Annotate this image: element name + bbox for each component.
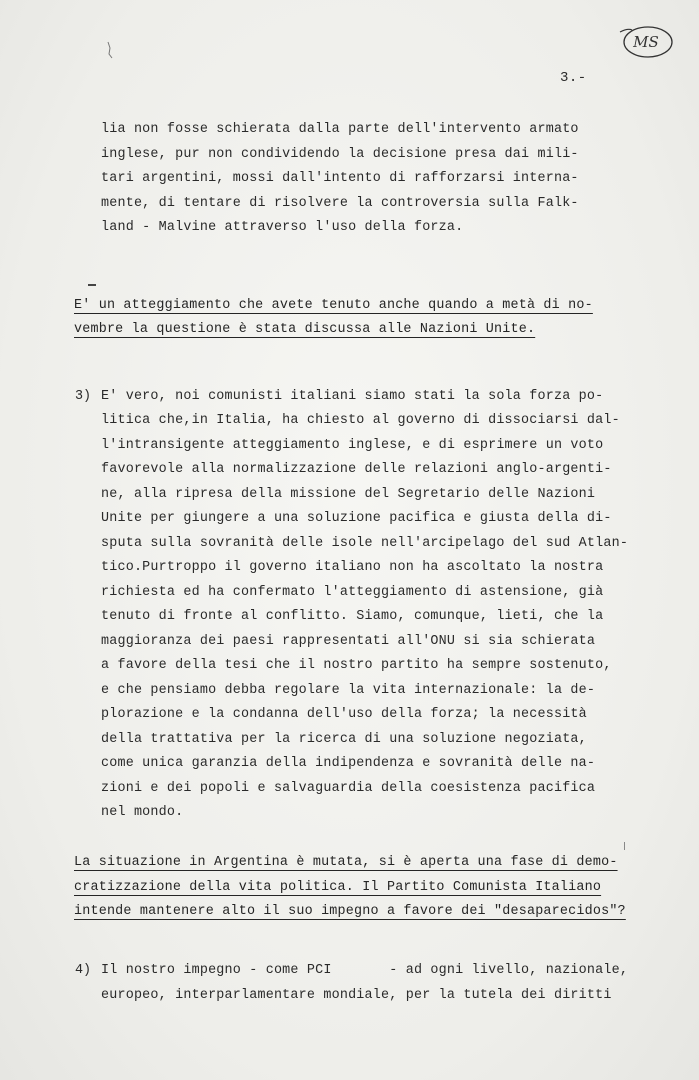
- question-line: La situazione in Argentina è mutata, si è aperta una fase di demo-: [74, 855, 618, 870]
- text-line: lia non fosse schierata dalla parte dell'intervento armato: [101, 122, 579, 137]
- text-line: litica che,in Italia, ha chiesto al governo di dissociarsi dal-: [101, 413, 620, 428]
- text-line: a favore della tesi che il nostro partito ha sempre sostenuto,: [101, 658, 612, 673]
- answer-number: 3): [75, 389, 92, 404]
- text-line: tico.Purtroppo il governo italiano non ha ascoltato la nostra: [101, 560, 604, 575]
- text-line: e che pensiamo debba regolare la vita internazionale: la de-: [101, 683, 596, 698]
- question-line: vembre la questione è stata discussa alle Nazioni Unite.: [74, 322, 536, 337]
- margin-tick: [624, 842, 625, 850]
- text-line: della trattativa per la ricerca di una soluzione negoziata,: [101, 732, 587, 747]
- text-line: zioni e dei popoli e salvaguardia della coesistenza pacifica: [101, 781, 596, 796]
- text-line: mente, di tentare di risolvere la controversia sulla Falk-: [101, 196, 579, 211]
- text-line: come unica garanzia della indipendenza e sovranità delle na-: [101, 756, 596, 771]
- question-line: cratizzazione della vita politica. Il Partito Comunista Italiano: [74, 880, 602, 895]
- text-line: land - Malvine attraverso l'uso della forza.: [101, 220, 464, 235]
- handwritten-dash: [88, 284, 96, 286]
- text-line: E' vero, noi comunisti italiani siamo stati la sola forza po-: [101, 389, 604, 404]
- text-line: favorevole alla normalizzazione delle relazioni anglo-argenti-: [101, 462, 612, 477]
- question-line: E' un atteggiamento che avete tenuto anche quando a metà di no-: [74, 298, 593, 313]
- text-line: Il nostro impegno - come PCI - ad ogni livello, nazionale,: [101, 963, 629, 978]
- text-line: ne, alla ripresa della missione del Segretario delle Nazioni: [101, 487, 596, 502]
- text-line: tari argentini, mossi dall'intento di rafforzarsi interna-: [101, 171, 579, 186]
- answer-number: 4): [75, 963, 92, 978]
- text-line: l'intransigente atteggiamento inglese, e di esprimere un voto: [101, 438, 604, 453]
- text-line: plorazione e la condanna dell'uso della forza; la necessità: [101, 707, 587, 722]
- stamp-text: MS: [633, 33, 659, 51]
- text-line: maggioranza dei paesi rappresentati all'ONU si sia schierata: [101, 634, 596, 649]
- pen-mark-icon: [106, 40, 114, 60]
- text-line: inglese, pur non condividendo la decisione presa dai mili-: [101, 147, 579, 162]
- text-line: europeo, interparlamentare mondiale, per la tutela dei diritti: [101, 988, 612, 1003]
- archive-stamp: [618, 24, 674, 60]
- question-line: intende mantenere alto il suo impegno a favore dei "desaparecidos"?: [74, 904, 626, 919]
- text-line: nel mondo.: [101, 805, 184, 820]
- page-number: 3.-: [560, 70, 587, 86]
- text-line: tenuto di fronte al conflitto. Siamo, comunque, lieti, che la: [101, 609, 604, 624]
- text-line: sputa sulla sovranità delle isole nell'arcipelago del sud Atlan-: [101, 536, 629, 551]
- text-line: richiesta ed ha confermato l'atteggiamento di astensione, già: [101, 585, 604, 600]
- text-line: Unite per giungere a una soluzione pacifica e giusta della di-: [101, 511, 612, 526]
